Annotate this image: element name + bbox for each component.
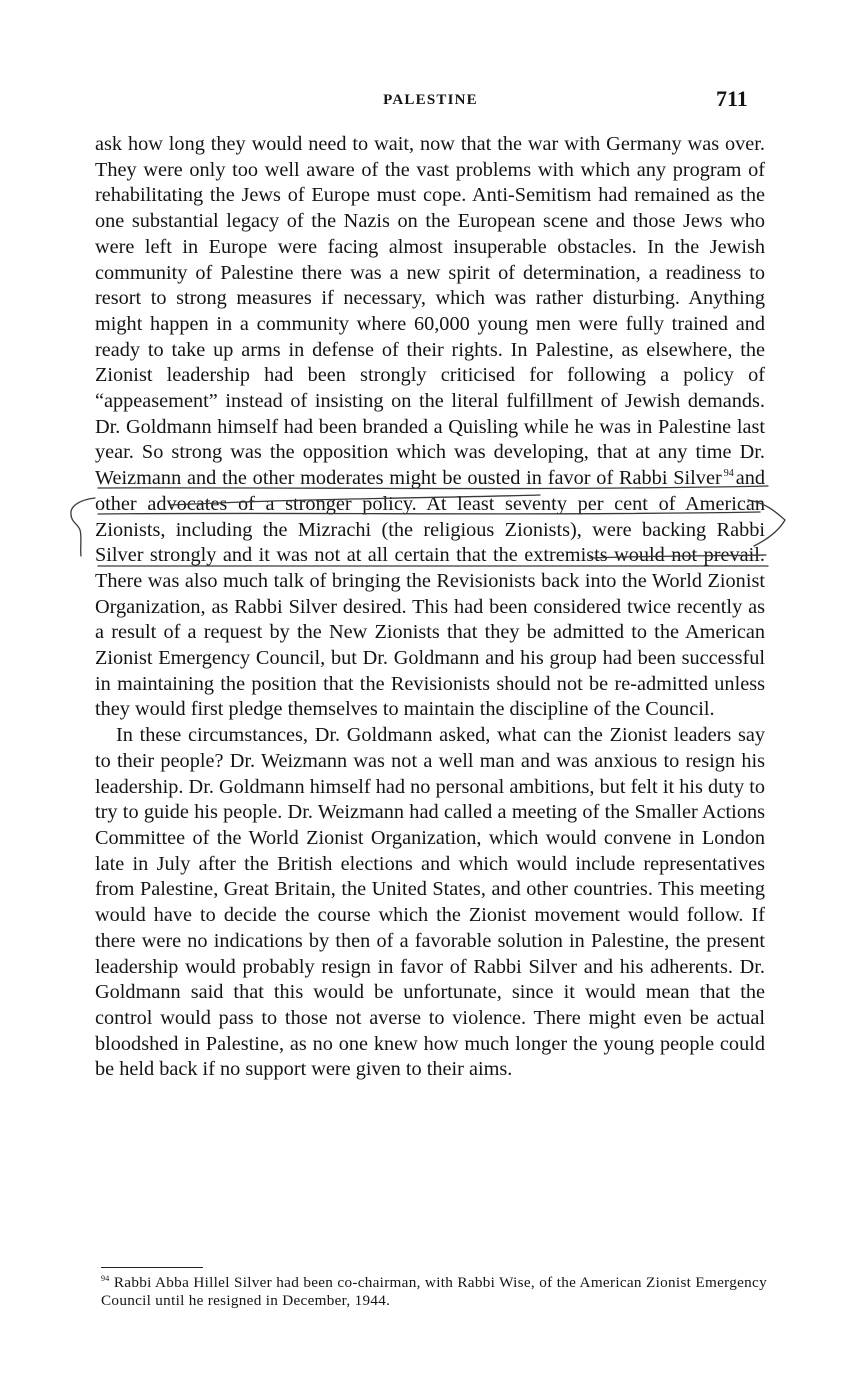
paragraph-1-part-b: and other advocates of a stronger policy. At least seventy per cent of American Zionists, including the Mizrachi (the religious Zionists), were backing Rabbi Silver strongly and it was not at all certain that the extremists would not prevail. There was also much talk of bringing the Revisionists back into the World Zionist Organization, as Rabbi Silver desired. This had been considered twice recently as a result of a request by the New Zionists that they be admitted to the American Zionist Emergency Council, but Dr. Goldmann and his group had been successful in maintaining the position that the Revisionists should not be re-admitted unless they would first pledge themselves to maintain the discipline of the Council. — [95, 467, 765, 721]
footnote-text: Rabbi Abba Hillel Silver had been co-chairman, with Rabbi Wise, of the American Zionist Emergency Council until he resigned in December, 1944. — [101, 1274, 767, 1309]
page-header — [0, 86, 861, 116]
footnote-reference: 94 — [723, 468, 734, 480]
footnote — [101, 1274, 767, 1310]
footnote-number: 94 — [101, 1273, 110, 1283]
footnote-divider — [101, 1267, 203, 1268]
paragraph-2: In these circumstances, Dr. Goldmann asked, what can the Zionist leaders say to their people? Dr. Weizmann was not a well man and was anxious to resign his leadership. Dr. Goldmann himself had no personal ambitions, but felt it his duty to try to guide his people. Dr. Weizmann had called a meeting of the Smaller Actions Committee of the World Zionist Organization, which would convene in London late in July after the British elections and which would include representatives from Palestine, Great Britain, the United States, and other countries. This meeting would have to decide the course which the Zionist movement would follow. If there were no indications by then of a favorable solution in Palestine, the present leadership would probably resign in favor of Rabbi Silver and his adherents. Dr. Goldmann said that this would be unfortunate, since it would mean that the control would pass to those not averse to violence. There might even be actual bloodshed in Palestine, as no one knew how much longer the young people could be held back if no support were given to their aims. — [95, 724, 765, 1081]
paragraph-1 — [95, 132, 765, 723]
pencil-bracket-left — [71, 498, 95, 556]
page-number: 711 — [716, 86, 748, 111]
body-text — [95, 132, 765, 1083]
running-head: PALESTINE — [383, 92, 478, 108]
paragraph-1-part-a: ask how long they would need to wait, now that the war with Germany was over. They were only too well aware of the vast problems with which any program of rehabilitating the Jews of Europe must cope. Anti-Semitism had remained as the one substantial legacy of the Nazis on the European scene and those Jews who were left in Europe were facing almost insuperable obstacles. In the Jewish community of Palestine there was a new spirit of determination, a readiness to resort to strong measures if necessary, which was rather disturbing. Anything might happen in a community where 60,000 young men were fully trained and ready to take up arms in defense of their rights. In Palestine, as elsewhere, the Zionist leadership had been strongly criticised for following a policy of “appeasement” instead of insisting on the literal fulfillment of Jewish demands. Dr. Goldmann himself had been branded a Quisling while he was in Palestine last year. So strong was the opposition which was developing, that at any time Dr. Weizmann and the other moderates might be ousted in favor of Rabbi Silver — [95, 133, 765, 490]
